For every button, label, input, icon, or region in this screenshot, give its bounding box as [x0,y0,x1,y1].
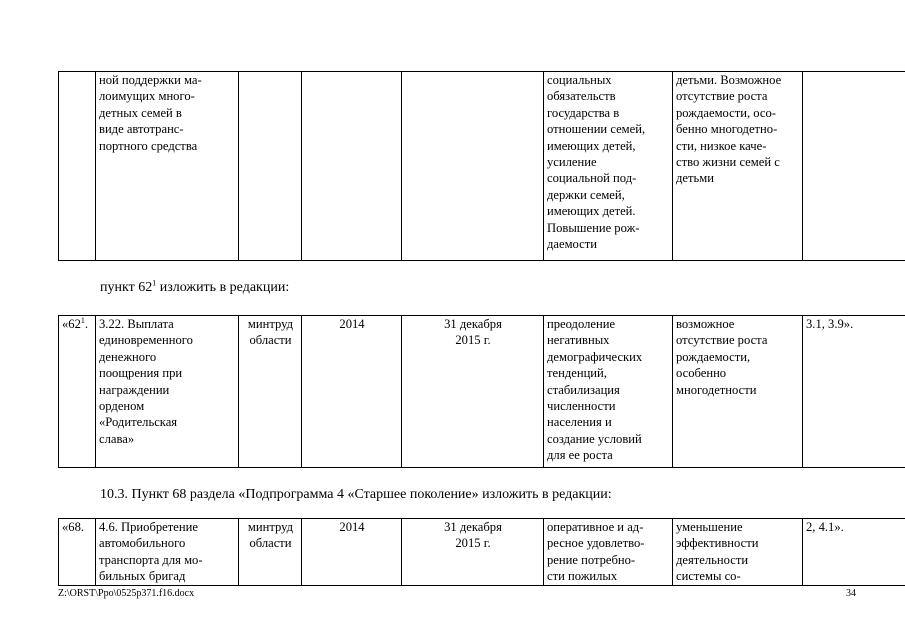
table-row [59,316,905,468]
table-continued [58,71,905,261]
cell-text-line: уменьшение [676,520,743,534]
cell-text-line: отношении семей, [547,122,646,137]
cell-text-line: особенно [676,366,727,381]
footer-file-path: Z:\ORST\Ppo\0525p371.f16.docx [58,588,195,599]
table-row [59,519,905,586]
cell-text-line: минтруд [247,520,294,534]
cell-text-line: поощрения при [99,366,183,381]
cell-text-line: портного средства [99,138,198,153]
cell-text-line: тенденций, [547,366,607,381]
cell-text-line: минтруд [247,317,294,331]
cell-text-line: обязательств [547,89,616,104]
cell-consequences [673,72,803,261]
cell-text-line: единовременного [99,333,193,348]
cell-executor [239,519,302,586]
cell-text-line: системы со- [676,569,741,584]
table-item-68 [58,518,905,586]
cell-text-line: 31 декабря [444,520,502,534]
cell-text-line: бильных бригад [99,569,186,584]
cell-text-line: многодетности [676,382,757,397]
cell-number: «$62^1$. [59,316,96,468]
cell-text-line: ресное удовлетво- [547,536,645,551]
cell-text-line: возможное [676,317,735,331]
cell-text-line: орденом [99,399,145,414]
cell-event-name [96,316,239,468]
cell-end-date [402,519,544,586]
cell-consequences [673,519,803,586]
cell-text-line: ной поддержки ма- [99,73,202,87]
cell-start-date: 2014 [302,519,402,586]
cell-text-line: 2015 г. [455,333,491,348]
cell-text-line: даемости [547,237,598,252]
cell-text-line: преодоление [547,317,616,331]
cell-number [59,72,96,261]
cell-text-line: рождаемости, [676,349,751,364]
cell-text-line: численности [547,399,616,414]
cell-text-line: денежного [99,349,157,364]
cell-text-line: усиление [547,155,597,170]
paragraph-instruction-62: пункт $62^1$ изложить в редакции: [100,278,290,295]
cell-text-line: социальной под- [547,171,637,186]
cell-text-line: социальных [547,73,612,87]
cell-text-line: 4.6. Приобретение [99,520,198,534]
cell-indicator-link [803,72,905,261]
cell-text-line: Повышение рож- [547,220,640,235]
cell-text-line: бенно многодетно- [676,122,778,137]
cell-text-line: детных семей в [99,105,182,120]
cell-text-line: ство жизни семей с [676,155,780,170]
cell-text-line: рение потребно- [547,552,636,567]
cell-text-line: деятельности [676,552,749,567]
cell-text-line: для ее роста [547,448,613,463]
cell-text-line: слава» [99,431,135,446]
cell-text-line: держки семей, [547,187,625,202]
cell-text-line: области [249,333,292,348]
cell-text-line: отсутствие роста [676,333,768,348]
cell-event-name [96,72,239,261]
cell-text-line: создание условий [547,431,642,446]
cell-text-line: эффективности [676,536,759,551]
cell-end-date [402,72,544,261]
cell-text-line: отсутствие роста [676,89,768,104]
cell-text-line: оперативное и ад- [547,520,644,534]
cell-text-line: населения и [547,415,612,430]
cell-text-line: демографических [547,349,643,364]
cell-end-date [402,316,544,468]
cell-text-line: транспорта для мо- [99,552,203,567]
cell-expected-result [544,519,673,586]
cell-text-line: области [249,536,292,551]
cell-text-line: 31 декабря [444,317,502,331]
cell-expected-result [544,316,673,468]
cell-text-line: детьми. Возможное [676,73,782,87]
cell-expected-result [544,72,673,261]
cell-text-line: сти пожилых [547,569,618,584]
cell-start-date [302,72,402,261]
cell-text-line: 3.22. Выплата [99,317,174,331]
table-row [59,72,905,261]
cell-text-line: детьми [676,171,714,186]
cell-text-line: «Родительская [99,415,178,430]
cell-text-line: рождаемости, осо- [676,105,776,120]
cell-start-date: 2014 [302,316,402,468]
cell-text-line: автомобильного [99,536,186,551]
cell-event-name [96,519,239,586]
cell-indicator-link: 2, 4.1». [803,519,905,586]
cell-text-line: государства в [547,105,620,120]
cell-text-line: лоимущих много- [99,89,195,104]
cell-text-line: имеющих детей. [547,204,636,219]
paragraph-instruction-68: 10.3. Пункт 68 раздела «Подпрограмма 4 «Старшее поколение» изложить в редакции: [100,487,612,502]
cell-text-line: награждении [99,382,170,397]
cell-text-line: сти, низкое каче- [676,138,767,153]
cell-executor [239,316,302,468]
cell-indicator-link: 3.1, 3.9». [803,316,905,468]
cell-text-line: негативных [547,333,610,348]
cell-text-line: виде автотранс- [99,122,184,137]
cell-text-line: стабилизация [547,382,620,397]
cell-consequences [673,316,803,468]
page-number: 34 [846,588,856,599]
cell-executor [239,72,302,261]
cell-text-line: имеющих детей, [547,138,636,153]
cell-text-line: 2015 г. [455,536,491,551]
cell-number: «68. [59,519,96,586]
table-item-62-1 [58,315,905,468]
